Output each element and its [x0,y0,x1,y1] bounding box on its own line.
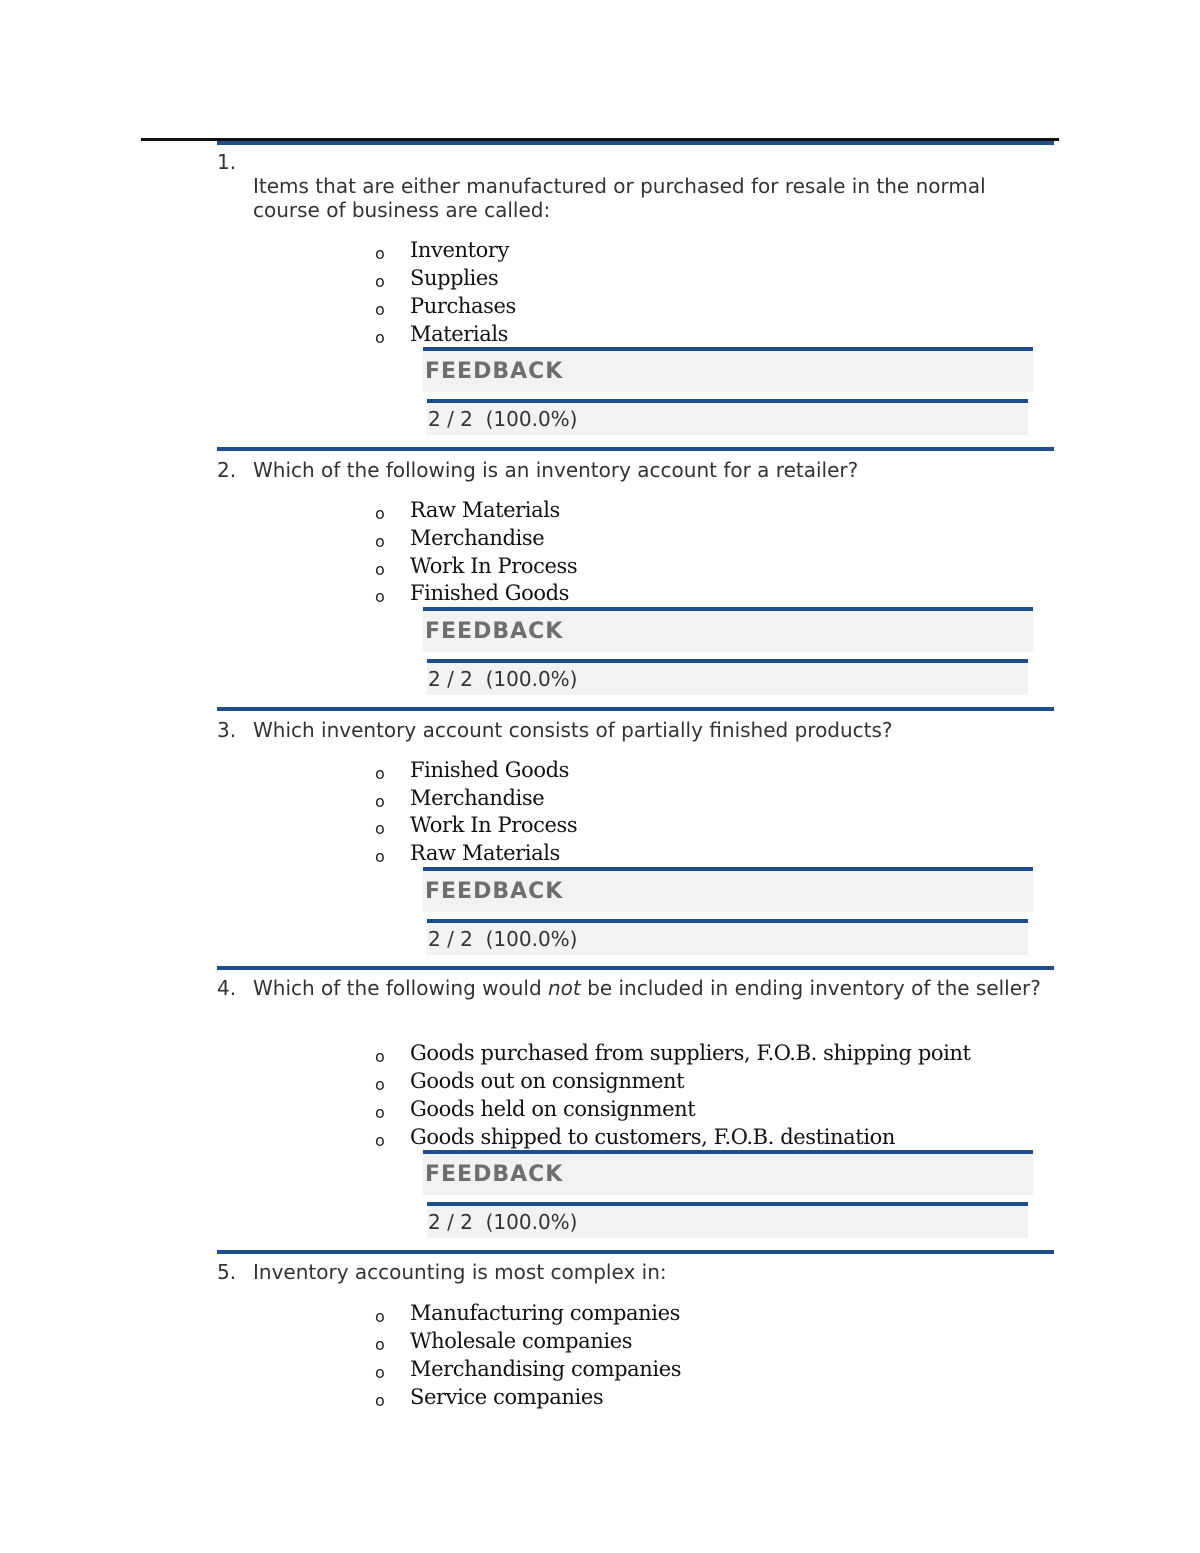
question-divider [217,141,1054,145]
feedback-header [423,1150,1033,1195]
option-bullet-icon: o [375,1307,385,1326]
option-bullet-icon: o [375,244,385,263]
option-bullet-icon: o [375,587,385,606]
feedback-header [423,867,1033,912]
emphasis-text: not [548,976,581,1000]
option-label: Finished Goods [410,758,570,782]
question-text: Which inventory account consists of partially finished products? [253,718,893,742]
option-bullet-icon: o [375,504,385,523]
option-label: Merchandising companies [410,1357,682,1381]
option-bullet-icon: o [375,819,385,838]
option-label: Raw Materials [410,841,560,865]
option-label: Goods shipped to customers, F.O.B. destination [410,1125,896,1149]
feedback-score: 2 / 2 (100.0%) [428,1210,578,1234]
option-label: Work In Process [410,813,578,837]
question-text: Items that are either manufactured or purchased for resale in the normal course of business are called: [253,174,986,222]
feedback-score-row [427,659,1028,695]
question-number: 4. [217,976,237,1000]
option-bullet-icon: o [375,328,385,347]
feedback-score: 2 / 2 (100.0%) [428,667,578,691]
option-bullet-icon: o [375,1335,385,1354]
question-divider [217,447,1054,451]
option-bullet-icon: o [375,1047,385,1066]
option-label: Raw Materials [410,498,560,522]
feedback-panel [423,867,1033,955]
feedback-heading: FEEDBACK [425,1162,564,1187]
question-divider [217,966,1054,970]
feedback-panel [423,1150,1033,1238]
option-bullet-icon: o [375,532,385,551]
option-bullet-icon: o [375,1075,385,1094]
question-divider [217,707,1054,711]
option-label: Manufacturing companies [410,1301,681,1325]
option-label: Merchandise [410,526,545,550]
option-label: Inventory [410,238,510,262]
question-divider [217,1250,1054,1254]
feedback-score: 2 / 2 (100.0%) [428,407,578,431]
option-label: Merchandise [410,786,545,810]
question-number: 2. [217,458,237,482]
option-label: Work In Process [410,554,578,578]
option-label: Goods out on consignment [410,1069,685,1093]
option-bullet-icon: o [375,272,385,291]
feedback-score: 2 / 2 (100.0%) [428,927,578,951]
option-bullet-icon: o [375,847,385,866]
feedback-score-row [427,919,1028,955]
option-label: Goods purchased from suppliers, F.O.B. shipping point [410,1041,971,1065]
question-text: Inventory accounting is most complex in: [253,1260,667,1284]
option-label: Supplies [410,266,499,290]
option-bullet-icon: o [375,300,385,319]
feedback-score-row [427,399,1028,435]
feedback-heading: FEEDBACK [425,619,564,644]
question-number: 1. [217,150,237,174]
option-label: Finished Goods [410,581,570,605]
option-bullet-icon: o [375,1391,385,1410]
option-bullet-icon: o [375,1131,385,1150]
feedback-panel [423,607,1033,695]
feedback-header [423,347,1033,392]
option-bullet-icon: o [375,1103,385,1122]
option-label: Purchases [410,294,516,318]
question-number: 5. [217,1260,237,1284]
feedback-score-row [427,1202,1028,1238]
question-number: 3. [217,718,237,742]
option-label: Materials [410,322,509,346]
option-label: Wholesale companies [410,1329,633,1353]
option-bullet-icon: o [375,560,385,579]
option-bullet-icon: o [375,1363,385,1382]
feedback-panel [423,347,1033,435]
feedback-heading: FEEDBACK [425,879,564,904]
option-bullet-icon: o [375,764,385,783]
feedback-heading: FEEDBACK [425,359,564,384]
option-label: Goods held on consignment [410,1097,696,1121]
question-text: Which of the following is an inventory account for a retailer? [253,458,859,482]
option-label: Service companies [410,1385,604,1409]
feedback-header [423,607,1033,652]
question-text: Which of the following would not be included in ending inventory of the seller? [253,976,1041,1000]
option-bullet-icon: o [375,792,385,811]
